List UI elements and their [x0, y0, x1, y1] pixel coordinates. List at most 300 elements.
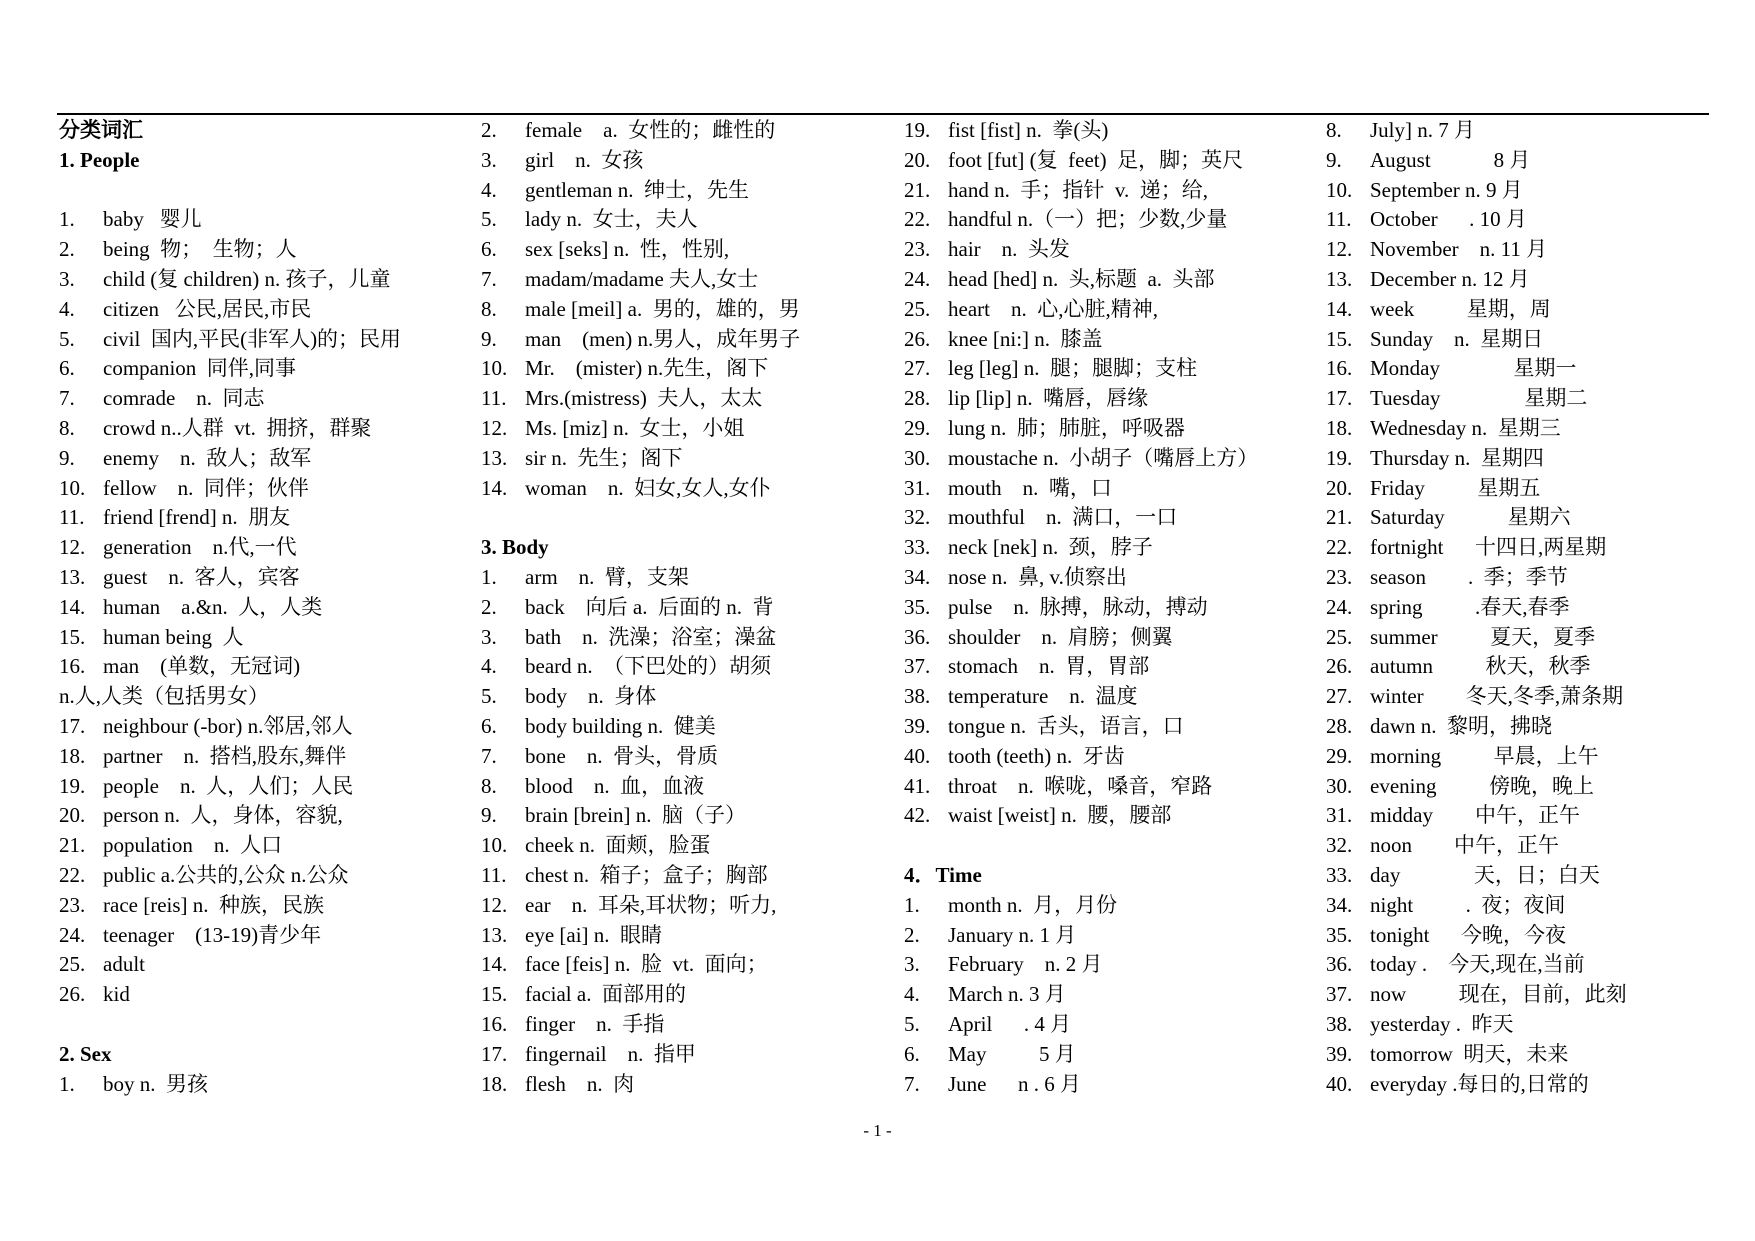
entry-text: Mr. (mister) n.先生，阁下: [525, 356, 769, 381]
entry-text: brain [brein] n. 脑（子）: [525, 803, 747, 828]
entry-number: 8.: [481, 296, 497, 321]
vocab-entry: [1326, 533, 1736, 563]
entry-number: 11.: [59, 505, 85, 530]
vocab-entry: [904, 295, 1314, 325]
vocab-entry: [1326, 712, 1736, 742]
entry-number: 33.: [904, 535, 931, 560]
entry-text: January n. 1 月: [948, 922, 1077, 947]
vocab-entry: [59, 652, 469, 682]
entry-text: baby 婴儿: [103, 207, 202, 232]
vocab-entry: [59, 593, 469, 623]
entry-number: 40.: [1326, 1071, 1353, 1096]
entry-text: lung n. 肺；肺脏，呼吸器: [948, 415, 1185, 440]
vocab-entry: [1326, 503, 1736, 533]
entry-number: 10.: [481, 833, 508, 858]
entry-text: boy n. 男孩: [103, 1071, 208, 1096]
entry-number: 1.: [904, 892, 920, 917]
entry-number: 39.: [904, 713, 931, 738]
entry-number: 18.: [481, 1071, 508, 1096]
entry-text: summer 夏天，夏季: [1370, 624, 1596, 649]
entry-number: 9.: [1326, 147, 1342, 172]
vocab-entry: [904, 1010, 1314, 1040]
entry-number: 10.: [59, 475, 86, 500]
entry-text: Mrs.(mistress) 夫人，太太: [525, 386, 763, 411]
vocab-entry: [1326, 205, 1736, 235]
entry-number: 13.: [481, 922, 508, 947]
vocab-entry: [1326, 265, 1736, 295]
entry-number: 35.: [904, 594, 931, 619]
entry-number: 2.: [59, 237, 75, 262]
entry-text: tomorrow 明天，未来: [1370, 1041, 1569, 1066]
blank-line: [481, 503, 891, 533]
vocab-entry: [59, 772, 469, 802]
vocab-entry: [59, 712, 469, 742]
vocab-entry: [481, 563, 891, 593]
vocab-entry: [59, 295, 469, 325]
vocab-entry: [904, 950, 1314, 980]
entry-number: 31.: [1326, 803, 1353, 828]
entry-number: 35.: [1326, 922, 1353, 947]
entry-text: bone n. 骨头，骨质: [525, 743, 719, 768]
entry-text: tooth (teeth) n. 牙齿: [948, 743, 1125, 768]
vocab-entry: [481, 235, 891, 265]
vocab-entry: [904, 921, 1314, 951]
entry-number: 9.: [481, 803, 497, 828]
vocab-entry: [481, 295, 891, 325]
entry-number: 17.: [1326, 386, 1353, 411]
entry-number: 25.: [59, 952, 86, 977]
entry-number: 11.: [1326, 207, 1352, 232]
entry-text: waist [weist] n. 腰，腰部: [948, 803, 1172, 828]
vocab-column-2: [481, 116, 891, 1099]
vocab-entry: [1326, 623, 1736, 653]
entry-text: citizen 公民,居民,市民: [103, 296, 312, 321]
entry-number: 20.: [1326, 475, 1353, 500]
entry-text: hand n. 手；指针 v. 递；给,: [948, 177, 1208, 202]
entry-number: 36.: [1326, 952, 1353, 977]
entry-text: September n. 9 月: [1370, 177, 1523, 202]
entry-number: 3.: [481, 624, 497, 649]
entry-text: today . 今天,现在,当前: [1370, 952, 1585, 977]
vocab-entry: [904, 444, 1314, 474]
vocab-column-4: [1326, 116, 1736, 1099]
entry-number: 41.: [904, 773, 931, 798]
entry-text: knee [ni:] n. 膝盖: [948, 326, 1103, 351]
entry-number: 30.: [1326, 773, 1353, 798]
entry-number: 17.: [59, 713, 86, 738]
vocab-entry: [59, 980, 469, 1010]
entry-number: 16.: [1326, 356, 1353, 381]
entry-text: handful n.（一）把；少数,少量: [948, 207, 1228, 232]
entry-text: autumn 秋天，秋季: [1370, 654, 1591, 679]
entry-text: heart n. 心,心脏,精神,: [948, 296, 1158, 321]
entry-text: kid: [103, 982, 130, 1007]
entry-text: madam/madame 夫人,女士: [525, 266, 759, 291]
vocab-entry: [904, 205, 1314, 235]
entry-number: 26.: [904, 326, 931, 351]
vocab-entry: [59, 325, 469, 355]
vocab-entry: [481, 116, 891, 146]
entry-text: Saturday 星期六: [1370, 505, 1571, 530]
entry-text: person n. 人，身体，容貌,: [103, 803, 343, 828]
entry-text: teenager (13-19)青少年: [103, 922, 322, 947]
vocab-entry: [1326, 563, 1736, 593]
vocab-entry: [481, 861, 891, 891]
vocab-entry: [481, 712, 891, 742]
entry-number: 4.: [59, 296, 75, 321]
entry-text: night . 夜；夜间: [1370, 892, 1566, 917]
entry-number: 36.: [904, 624, 931, 649]
vocab-entry: [904, 354, 1314, 384]
vocab-entry: [481, 1010, 891, 1040]
entry-number: 21.: [1326, 505, 1353, 530]
entry-text: hair n. 头发: [948, 237, 1070, 262]
vocab-entry: [481, 652, 891, 682]
vocab-entry: [904, 772, 1314, 802]
entry-text: shoulder n. 肩膀；侧翼: [948, 624, 1173, 649]
entry-number: 40.: [904, 743, 931, 768]
section-heading: 3. Body: [481, 535, 549, 560]
vocab-entry: [481, 414, 891, 444]
entry-text: race [reis] n. 种族，民族: [103, 892, 325, 917]
entry-text: Tuesday 星期二: [1370, 386, 1588, 411]
blank-line: [59, 1010, 469, 1040]
entry-text: day 天，日；白天: [1370, 862, 1600, 887]
entry-number: 32.: [1326, 833, 1353, 858]
entry-text: foot [fut] (复 feet) 足，脚；英尺: [948, 147, 1244, 172]
entry-text: guest n. 客人，宾客: [103, 564, 300, 589]
vocab-entry: [1326, 831, 1736, 861]
entry-number: 22.: [904, 207, 931, 232]
entry-text: tonight 今晚，今夜: [1370, 922, 1567, 947]
entry-number: 19.: [904, 118, 931, 142]
vocab-entry: [59, 503, 469, 533]
entry-number: 19.: [59, 773, 86, 798]
entry-text: back 向后 a. 后面的 n. 背: [525, 594, 774, 619]
entry-text: August 8 月: [1370, 147, 1531, 172]
vocab-entry: [59, 831, 469, 861]
entry-number: 38.: [904, 684, 931, 709]
entry-text: chest n. 箱子；盒子；胸部: [525, 862, 768, 887]
entry-number: 14.: [481, 952, 508, 977]
entry-number: 22.: [59, 862, 86, 887]
blank-line: [59, 176, 469, 206]
vocab-entry: [59, 533, 469, 563]
entry-number: 7.: [59, 386, 75, 411]
entry-number: 18.: [59, 743, 86, 768]
entry-text: bath n. 洗澡；浴室；澡盆: [525, 624, 777, 649]
vocab-entry: [1326, 295, 1736, 325]
vocab-entry: [481, 384, 891, 414]
vocab-entry: [1326, 1010, 1736, 1040]
entry-text: sex [seks] n. 性，性别,: [525, 237, 730, 262]
entry-number: 6.: [59, 356, 75, 381]
vocab-entry: [1326, 1040, 1736, 1070]
entry-number: 5.: [904, 1011, 920, 1036]
vocab-entry: [904, 176, 1314, 206]
entry-number: 37.: [904, 654, 931, 679]
vocab-entry: [59, 623, 469, 653]
entry-number: 29.: [904, 415, 931, 440]
entry-number: 5.: [481, 684, 497, 709]
vocab-entry: [481, 474, 891, 504]
entry-text: woman n. 妇女,女人,女仆: [525, 475, 771, 500]
vocab-entry: [59, 861, 469, 891]
entry-number: 7.: [481, 743, 497, 768]
entry-text: Thursday n. 星期四: [1370, 445, 1544, 470]
vocab-entry: [481, 444, 891, 474]
entry-text: December n. 12 月: [1370, 266, 1530, 291]
entry-text: beard n. （下巴处的）胡须: [525, 654, 772, 679]
vocab-entry: [481, 682, 891, 712]
vocab-entry: [904, 980, 1314, 1010]
entry-text: flesh n. 肉: [525, 1071, 635, 1096]
entry-text: lady n. 女士，夫人: [525, 207, 698, 232]
entry-number: 9.: [481, 326, 497, 351]
vocab-entry: [481, 950, 891, 980]
entry-text: noon 中午，正午: [1370, 833, 1559, 858]
entry-text: midday 中午，正午: [1370, 803, 1580, 828]
entry-number: 21.: [904, 177, 931, 202]
entry-number: 23.: [904, 237, 931, 262]
entry-text: mouth n. 嘴，口: [948, 475, 1112, 500]
vocab-entry: [1326, 176, 1736, 206]
entry-text: Monday 星期一: [1370, 356, 1577, 381]
entry-text: February n. 2 月: [948, 952, 1103, 977]
entry-text: evening 傍晚，晚上: [1370, 773, 1594, 798]
entry-text: generation n.代,一代: [103, 535, 297, 560]
entry-number: 28.: [904, 386, 931, 411]
entry-text: adult: [103, 952, 145, 977]
vocab-entry: [904, 891, 1314, 921]
vocab-column-3: [904, 116, 1314, 1099]
entry-number: 26.: [59, 982, 86, 1007]
entry-number: 7.: [481, 266, 497, 291]
entry-text: week 星期，周: [1370, 296, 1551, 321]
entry-number: 10.: [481, 356, 508, 381]
entry-number: 10.: [1326, 177, 1353, 202]
vocab-entry: [904, 414, 1314, 444]
entry-text: nose n. 鼻, v.侦察出: [948, 564, 1127, 589]
vocab-entry: [59, 205, 469, 235]
vocab-entry: [904, 563, 1314, 593]
entry-text: fellow n. 同伴；伙伴: [103, 475, 309, 500]
vocab-entry: [904, 265, 1314, 295]
entry-text: lip [lip] n. 嘴唇，唇缘: [948, 386, 1149, 411]
vocab-entry: [59, 354, 469, 384]
vocab-entry: [1326, 801, 1736, 831]
vocab-entry: [904, 116, 1314, 146]
vocab-entry: [481, 1040, 891, 1070]
entry-number: 1.: [481, 564, 497, 589]
vocab-entry: [904, 593, 1314, 623]
entry-text: finger n. 手指: [525, 1011, 665, 1036]
vocab-entry: [904, 682, 1314, 712]
entry-number: 26.: [1326, 654, 1353, 679]
entry-text: arm n. 臂，支架: [525, 564, 689, 589]
entry-text: civil 国内,平民(非军人)的；民用: [103, 326, 402, 351]
vocab-entry: [1326, 1070, 1736, 1100]
vocab-entry: [481, 921, 891, 951]
entry-text: head [hed] n. 头,标题 a. 头部: [948, 266, 1215, 291]
entry-number: 15.: [59, 624, 86, 649]
entry-text: cheek n. 面颊，脸蛋: [525, 833, 711, 858]
entry-number: 22.: [1326, 535, 1353, 560]
entry-number: 2.: [904, 922, 920, 947]
entry-number: 15.: [1326, 326, 1353, 351]
entry-number: 29.: [1326, 743, 1353, 768]
vocab-entry: [1326, 146, 1736, 176]
vocab-entry: [1326, 116, 1736, 146]
vocab-entry: [1326, 682, 1736, 712]
entry-text: morning 早晨，上午: [1370, 743, 1599, 768]
entry-number: 33.: [1326, 862, 1353, 887]
vocab-entry: [1326, 474, 1736, 504]
vocab-entry: [1326, 921, 1736, 951]
entry-number: 12.: [481, 415, 508, 440]
vocab-entry: [481, 325, 891, 355]
vocab-entry: [904, 146, 1314, 176]
entry-text: fortnight 十四日,两星期: [1370, 535, 1607, 560]
entry-text: season . 季；季节: [1370, 564, 1568, 589]
entry-number: 7.: [904, 1071, 920, 1096]
entry-number: 12.: [59, 535, 86, 560]
vocab-entry: [59, 742, 469, 772]
entry-number: 6.: [904, 1041, 920, 1066]
entry-text: mouthful n. 满口，一口: [948, 505, 1178, 530]
vocab-entry: [1326, 384, 1736, 414]
entry-text: March n. 3 月: [948, 982, 1066, 1007]
vocab-entry: [904, 1070, 1314, 1100]
section-heading: 2. Sex: [59, 1041, 112, 1066]
vocab-entry: [59, 474, 469, 504]
section-heading: 4．Time: [904, 862, 982, 887]
entry-text: being 物； 生物；人: [103, 237, 297, 262]
entry-text: companion 同伴,同事: [103, 356, 297, 381]
blank-line: [904, 831, 1314, 861]
entry-number: 28.: [1326, 713, 1353, 738]
vocab-entry: [481, 593, 891, 623]
entry-text: leg [leg] n. 腿；腿脚；支柱: [948, 356, 1198, 381]
entry-text: Sunday n. 星期日: [1370, 326, 1544, 351]
entry-text: sir n. 先生；阁下: [525, 445, 683, 470]
vocab-entry: [481, 146, 891, 176]
entry-number: 4.: [481, 177, 497, 202]
entry-number: 27.: [1326, 684, 1353, 709]
vocab-entry: [904, 235, 1314, 265]
entry-number: 5.: [481, 207, 497, 232]
entry-number: 17.: [481, 1041, 508, 1066]
entry-text: April . 4 月: [948, 1011, 1072, 1036]
entry-text: tongue n. 舌头，语言，口: [948, 713, 1184, 738]
entry-text: July] n. 7 月: [1370, 118, 1475, 142]
vocab-entry: [1326, 950, 1736, 980]
continuation-line: n.人,人类（包括男女）: [59, 684, 269, 709]
entry-text: human a.&n. 人，人类: [103, 594, 323, 619]
entry-text: winter 冬天,冬季,萧条期: [1370, 684, 1624, 709]
vocab-entry: [1326, 652, 1736, 682]
entry-text: spring .春天,春季: [1370, 594, 1570, 619]
page-number: - 1 -: [863, 1121, 892, 1140]
vocab-entry: [1326, 593, 1736, 623]
vocab-entry: [904, 384, 1314, 414]
vocab-entry: [59, 384, 469, 414]
vocab-entry: [904, 742, 1314, 772]
entry-number: 3.: [904, 952, 920, 977]
entry-text: comrade n. 同志: [103, 386, 265, 411]
vocab-entry: [59, 801, 469, 831]
entry-number: 19.: [1326, 445, 1353, 470]
entry-number: 13.: [1326, 266, 1353, 291]
entry-text: crowd n..人群 vt. 拥挤，群聚: [103, 415, 372, 440]
entry-text: month n. 月，月份: [948, 892, 1118, 917]
vocab-entry: [481, 801, 891, 831]
entry-number: 4.: [904, 982, 920, 1007]
entry-number: 21.: [59, 833, 86, 858]
vocab-entry: [481, 176, 891, 206]
vocab-entry: [1326, 742, 1736, 772]
vocab-entry: [481, 831, 891, 861]
vocab-entry: [1326, 980, 1736, 1010]
entry-number: 9.: [59, 445, 75, 470]
entry-number: 20.: [904, 147, 931, 172]
entry-text: Ms. [miz] n. 女士，小姐: [525, 415, 745, 440]
entry-number: 37.: [1326, 982, 1353, 1007]
vocab-entry: [59, 1070, 469, 1100]
vocab-entry: [904, 623, 1314, 653]
entry-text: child (复 children) n. 孩子，儿童: [103, 266, 391, 291]
vocab-entry: [904, 1040, 1314, 1070]
entry-text: ear n. 耳朵,耳状物；听力,: [525, 892, 777, 917]
entry-text: enemy n. 敌人；敌军: [103, 445, 312, 470]
entry-text: May 5 月: [948, 1041, 1076, 1066]
entry-text: blood n. 血，血液: [525, 773, 705, 798]
entry-number: 2.: [481, 594, 497, 619]
entry-text: fingernail n. 指甲: [525, 1041, 696, 1066]
entry-number: 15.: [481, 982, 508, 1007]
entry-text: public a.公共的,公众 n.公众: [103, 862, 349, 887]
vocab-entry: [59, 235, 469, 265]
entry-number: 25.: [1326, 624, 1353, 649]
vocab-entry: [481, 354, 891, 384]
vocab-entry: [1326, 325, 1736, 355]
entry-number: 30.: [904, 445, 931, 470]
section-heading: 1. People: [59, 147, 140, 172]
entry-number: 8.: [1326, 118, 1342, 142]
vocab-entry: [904, 801, 1314, 831]
entry-text: partner n. 搭档,股东,舞伴: [103, 743, 347, 768]
entry-number: 13.: [481, 445, 508, 470]
vocab-entry: [59, 265, 469, 295]
entry-number: 39.: [1326, 1041, 1353, 1066]
entry-number: 24.: [59, 922, 86, 947]
entry-text: facial a. 面部用的: [525, 982, 686, 1007]
entry-text: now 现在，目前，此刻: [1370, 982, 1627, 1007]
vocab-entry: [481, 265, 891, 295]
vocab-entry: [59, 414, 469, 444]
entry-number: 14.: [1326, 296, 1353, 321]
entry-text: yesterday . 昨天: [1370, 1011, 1514, 1036]
entry-text: fist [fist] n. 拳(头): [948, 118, 1109, 142]
entry-number: 24.: [1326, 594, 1353, 619]
entry-text: eye [ai] n. 眼睛: [525, 922, 663, 947]
entry-number: 4.: [481, 654, 497, 679]
entry-number: 12.: [1326, 237, 1353, 262]
entry-text: stomach n. 胃，胃部: [948, 654, 1150, 679]
vocab-entry: [1326, 235, 1736, 265]
entry-number: 2.: [481, 118, 497, 142]
entry-text: face [feis] n. 脸 vt. 面向；: [525, 952, 768, 977]
